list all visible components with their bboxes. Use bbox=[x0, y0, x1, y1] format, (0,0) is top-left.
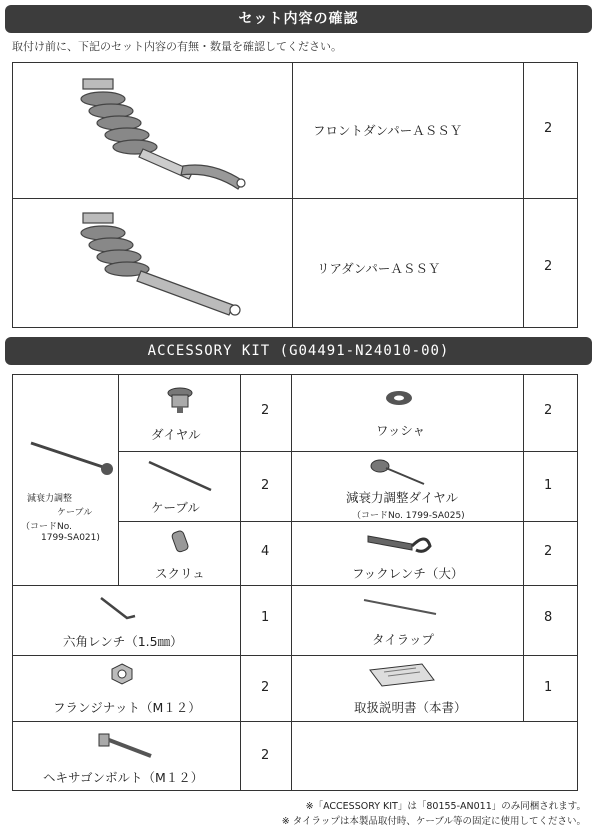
screw-name: スクリュ bbox=[155, 566, 205, 581]
cable-cell bbox=[118, 451, 242, 523]
front-damper-qty: 2 bbox=[544, 121, 553, 136]
washer-qty-cell bbox=[523, 374, 578, 453]
accessory-kit-title: ACCESSORY KIT (G04491-N24010-00) bbox=[5, 337, 592, 365]
rear-damper-qty-cell bbox=[523, 198, 578, 328]
dial-cell bbox=[118, 374, 242, 453]
empty-cell bbox=[291, 721, 578, 791]
dial-qty-cell bbox=[240, 374, 293, 453]
cable-group-label-1: 減衰力調整 bbox=[27, 494, 73, 504]
footnote-accessory-kit: ※「ACCESSORY KIT」は「80155-AN011」のみ同梱されます。 bbox=[305, 801, 586, 812]
hex-wrench-qty-cell bbox=[240, 585, 293, 657]
adjust-dial-icon bbox=[368, 456, 428, 486]
cable-group-label-3: （コードNo. bbox=[21, 522, 72, 532]
manual-name: 取扱説明書（本書） bbox=[354, 700, 467, 715]
washer-icon bbox=[384, 389, 414, 407]
hex-wrench-cell bbox=[12, 585, 242, 657]
set-contents-title: セット内容の確認 bbox=[5, 5, 592, 33]
hex-bolt-cell bbox=[12, 721, 242, 791]
rear-damper-qty: 2 bbox=[544, 259, 553, 274]
hook-wrench-qty: 2 bbox=[544, 544, 553, 559]
tie-wrap-icon bbox=[360, 596, 440, 618]
dial-name: ダイヤル bbox=[151, 427, 201, 442]
adjust-dial-cell bbox=[291, 451, 525, 523]
manual-icon bbox=[366, 662, 438, 688]
cable-group-cell bbox=[12, 374, 120, 587]
flange-nut-name: フランジナット（M１２） bbox=[53, 700, 201, 715]
adjust-dial-qty: 1 bbox=[544, 478, 553, 493]
rear-damper-illustration bbox=[63, 205, 263, 323]
front-damper-name: フロントダンパーＡＳＳＹ bbox=[313, 123, 463, 138]
flange-nut-qty-cell bbox=[240, 655, 293, 723]
hook-wrench-name: フックレンチ（大） bbox=[352, 566, 464, 581]
hex-bolt-icon bbox=[97, 730, 157, 760]
cable-qty: 2 bbox=[261, 478, 270, 493]
tie-wrap-name: タイラップ bbox=[372, 632, 435, 647]
hex-bolt-name: ヘキサゴンボルト（M１２） bbox=[43, 770, 204, 785]
hex-wrench-name: 六角レンチ（1.5㎜） bbox=[63, 634, 183, 649]
rear-damper-image-cell bbox=[12, 198, 294, 328]
hook-wrench-cell bbox=[291, 521, 525, 587]
rear-damper-name: リアダンパーＡＳＳＹ bbox=[317, 261, 441, 276]
hex-bolt-qty: 2 bbox=[261, 748, 270, 763]
manual-cell bbox=[291, 655, 525, 723]
front-damper-image-cell bbox=[12, 62, 294, 200]
hook-wrench-qty-cell bbox=[523, 521, 578, 587]
screw-icon bbox=[169, 528, 193, 554]
hex-wrench-qty: 1 bbox=[261, 610, 270, 625]
screw-qty: 4 bbox=[261, 544, 270, 559]
tie-wrap-cell bbox=[291, 585, 525, 657]
cable-illustration bbox=[27, 437, 117, 477]
manual-qty-cell bbox=[523, 655, 578, 723]
manual-qty: 1 bbox=[544, 680, 553, 695]
cable-qty-cell bbox=[240, 451, 293, 523]
dial-qty: 2 bbox=[261, 403, 270, 418]
adjust-dial-name: 減衰力調整ダイヤル bbox=[346, 490, 459, 505]
front-damper-qty-cell bbox=[523, 62, 578, 200]
screw-qty-cell bbox=[240, 521, 293, 587]
hex-wrench-icon bbox=[97, 594, 137, 624]
tie-wrap-qty: 8 bbox=[544, 610, 553, 625]
cable-group-label-2: ケーブル bbox=[57, 508, 93, 518]
flange-nut-qty: 2 bbox=[261, 680, 270, 695]
washer-name: ワッシャ bbox=[376, 423, 426, 438]
rear-damper-name-cell bbox=[292, 198, 525, 328]
tie-wrap-qty-cell bbox=[523, 585, 578, 657]
cable-name: ケーブル bbox=[151, 500, 200, 515]
flange-nut-cell bbox=[12, 655, 242, 723]
flange-nut-icon bbox=[109, 662, 135, 686]
screw-cell bbox=[118, 521, 242, 587]
instruction-text: 取付け前に、下記のセット内容の有無・数量を確認してください。 bbox=[12, 40, 342, 53]
cable-icon bbox=[145, 458, 217, 494]
adjust-dial-qty-cell bbox=[523, 451, 578, 523]
washer-qty: 2 bbox=[544, 403, 553, 418]
hex-bolt-qty-cell bbox=[240, 721, 293, 791]
front-damper-illustration bbox=[63, 71, 263, 191]
adjust-dial-code: （コードNo. 1799-SA025) bbox=[352, 511, 465, 521]
hook-wrench-icon bbox=[364, 528, 434, 554]
cable-group-label-4: 1799-SA021) bbox=[41, 533, 100, 543]
dial-icon bbox=[163, 385, 197, 415]
front-damper-name-cell bbox=[292, 62, 525, 200]
footnote-tie-wrap: ※ タイラップは本製品取付時、ケーブル等の固定に使用してください。 bbox=[281, 816, 586, 827]
washer-cell bbox=[291, 374, 525, 453]
